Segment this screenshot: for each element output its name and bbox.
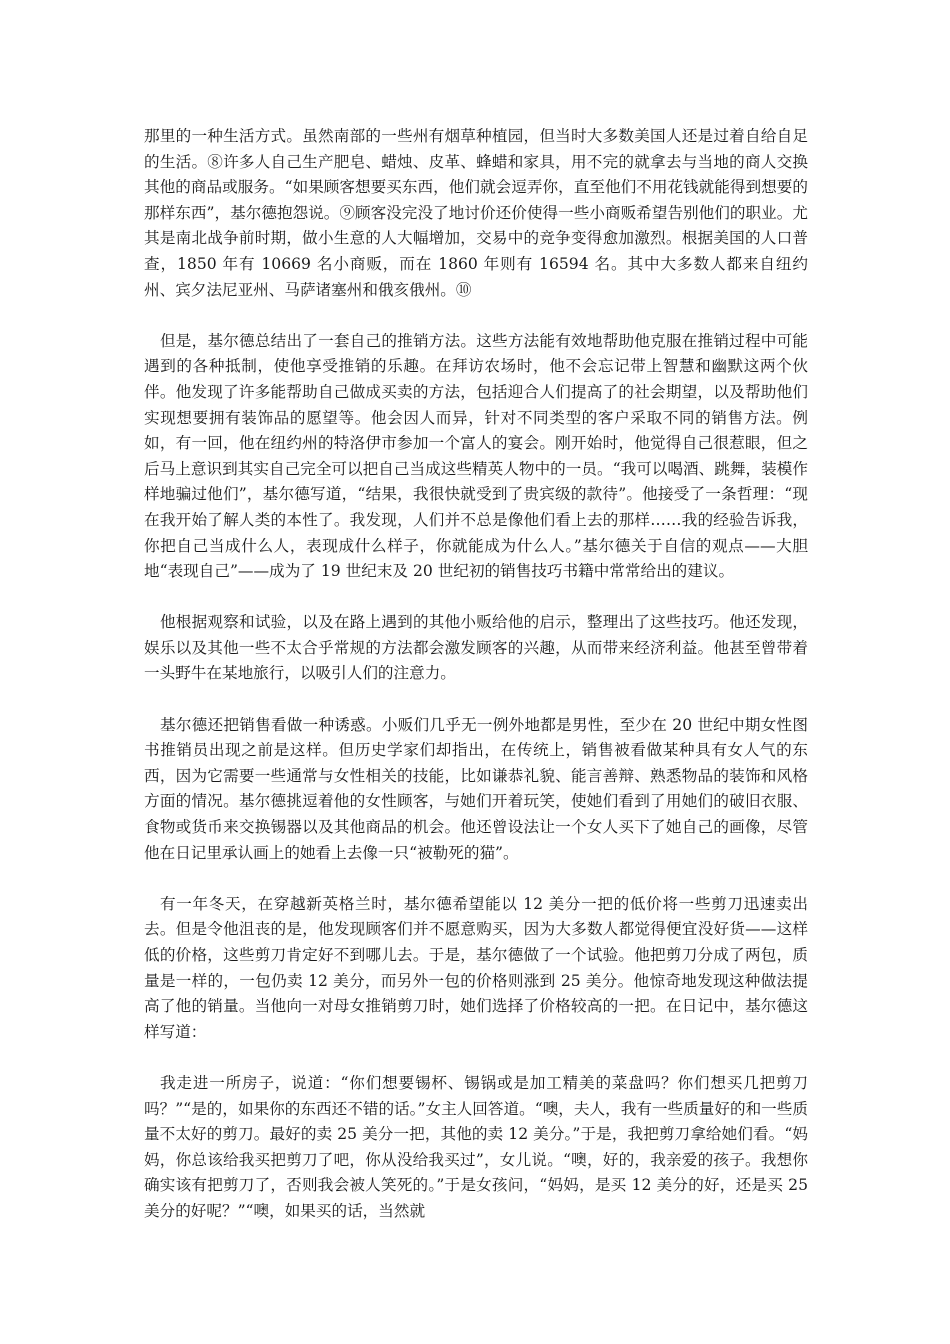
paragraph-3: 他根据观察和试验，以及在路上遇到的其他小贩给他的启示，整理出了这些技巧。他还发现，娱乐以及其他一些不太合乎常规的方法都会激发顾客的兴趣，从而带来经济利益。他甚至曾带着一头野牛在某地旅行，以吸引人们的注意力。	[144, 613, 808, 683]
document-body	[144, 124, 808, 1250]
paragraph-2: 但是，基尔德总结出了一套自己的推销方法。这些方法能有效地帮助他克服在推销过程中可能遇到的各种抵制，使他享受推销的乐趣。在拜访农场时，他不会忘记带上智慧和幽默这两个伙伴。他发现了许多能帮助自己做成买卖的方法，包括迎合人们提高了的社会期望，以及帮助他们实现想要拥有装饰品的愿望等。他会因人而异，针对不同类型的客户采取不同的销售方法。例如，有一回，他在纽约州的特洛伊市参加一个富人的宴会。刚开始时，他觉得自己很惹眼，但之后马上意识到其实自己完全可以把自己当成这些精英人物中的一员。“我可以喝酒、跳舞，装模作样地骗过他们”，基尔德写道，“结果，我很快就受到了贵宾级的款待”。他接受了一条哲理：“现在我开始了解人类的本性了。我发现，人们并不总是像他们看上去的那样……我的经验告诉我，你把自己当成什么人，表现成什么样子，你就能成为什么人。”基尔德关于自信的观点——大胆地“表现自己”——成为了 19 世纪末及 20 世纪初的销售技巧书籍中常常给出的建议。	[144, 331, 808, 581]
paragraph-1: 那里的一种生活方式。虽然南部的一些州有烟草种植园，但当时大多数美国人还是过着自给自足的生活。⑧许多人自己生产肥皂、蜡烛、皮革、蜂蜡和家具，用不完的就拿去与当地的商人交换其他的商品或服务。“如果顾客想要买东西，他们就会逗弄你，直至他们不用花钱就能得到想要的那样东西”，基尔德抱怨说。⑨顾客没完没了地讨价还价使得一些小商贩希望告别他们的职业。尤其是南北战争前时期，做小生意的人大幅增加，交易中的竞争变得愈加激烈。根据美国的人口普查，1850 年有 10669 名小商贩，而在 1860 年则有 16594 名。其中大多数人都来自纽约州、宾夕法尼亚州、马萨诸塞州和俄亥俄州。⑩	[144, 127, 808, 299]
paragraph-5: 有一年冬天，在穿越新英格兰时，基尔德希望能以 12 美分一把的低价将一些剪刀迅速卖出去。但是令他沮丧的是，他发现顾客们并不愿意购买，因为大多数人都觉得便宜没好货——这样低的价格，这些剪刀肯定好不到哪儿去。于是，基尔德做了一个试验。他把剪刀分成了两包，质量是一样的，一包仍卖 12 美分，而另外一包的价格则涨到 25 美分。他惊奇地发现这种做法提高了他的销量。当他向一对母女推销剪刀时，她们选择了价格较高的一把。在日记中，基尔德这样写道：	[144, 894, 808, 1041]
paragraph-6: 我走进一所房子，说道：“你们想要锡杯、锡锅或是加工精美的菜盘吗？你们想买几把剪刀吗？”“是的，如果你的东西还不错的话。”女主人回答道。“噢，夫人，我有一些质量好的和一些质量不太好的剪刀。最好的卖 25 美分一把，其他的卖 12 美分。”于是，我把剪刀拿给她们看。“妈妈，你总该给我买把剪刀了吧，你从没给我买过”，女儿说。“噢，好的，我亲爱的孩子。我想你确实该有把剪刀了，否则我会被人笑死的。”于是女孩问，“妈妈，是买 12 美分的好，还是买 25 美分的好呢？”“噢，如果买的话，当然就	[144, 1073, 808, 1220]
paragraph-4: 基尔德还把销售看做一种诱惑。小贩们几乎无一例外地都是男性，至少在 20 世纪中期女性图书推销员出现之前是这样。但历史学家们却指出，在传统上，销售被看做某种具有女人气的东西，因为它需要一些通常与女性相关的技能，比如谦恭礼貌、能言善辩、熟悉物品的装饰和风格方面的情况。基尔德挑逗着他的女性顾客，与她们开着玩笑，使她们看到了用她们的破旧衣服、食物或货币来交换锡器以及其他商品的机会。他还曾设法让一个女人买下了她自己的画像，尽管他在日记里承认画上的她看上去像一只“被勒死的猫”。	[144, 715, 808, 862]
